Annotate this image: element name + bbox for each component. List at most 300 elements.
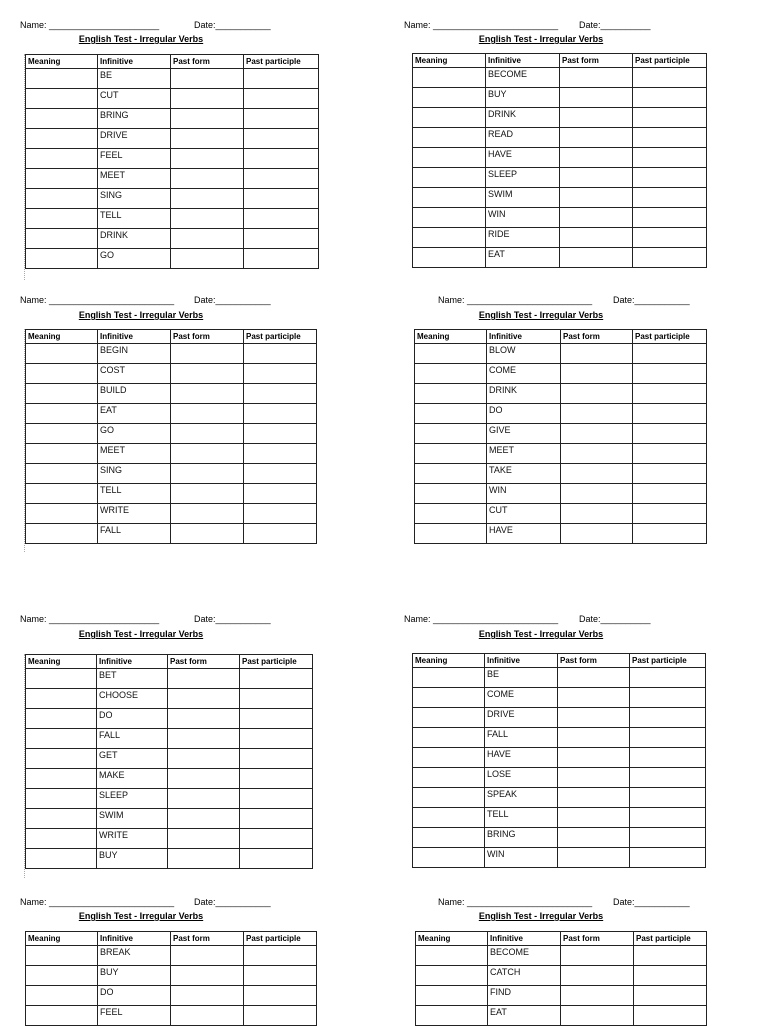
infinitive-cell: TAKE [487, 464, 561, 484]
past-participle-cell[interactable] [244, 89, 319, 109]
past-form-cell[interactable] [171, 484, 244, 504]
past-form-cell[interactable] [561, 484, 633, 504]
meaning-cell[interactable] [26, 1006, 98, 1026]
past-form-cell[interactable] [558, 668, 630, 688]
past-participle-cell[interactable] [634, 946, 707, 966]
infinitive-cell: FALL [97, 729, 168, 749]
infinitive-cell: COME [485, 688, 558, 708]
infinitive-cell: SING [98, 189, 171, 209]
past-participle-cell[interactable] [240, 669, 313, 689]
meaning-cell[interactable] [26, 404, 98, 424]
column-header: Meaning [413, 54, 486, 68]
column-header: Infinitive [487, 330, 561, 344]
past-form-cell[interactable] [168, 729, 240, 749]
past-participle-cell[interactable] [244, 149, 319, 169]
meaning-cell[interactable] [413, 748, 485, 768]
past-form-cell[interactable] [171, 504, 244, 524]
meaning-cell[interactable] [413, 188, 486, 208]
verb-table [25, 654, 313, 869]
meaning-cell[interactable] [413, 788, 485, 808]
infinitive-cell: DRIVE [98, 129, 171, 149]
meaning-cell[interactable] [415, 424, 487, 444]
past-participle-cell[interactable] [240, 809, 313, 829]
past-form-cell[interactable] [168, 809, 240, 829]
infinitive-cell: DO [487, 404, 561, 424]
meaning-cell[interactable] [413, 68, 486, 88]
meaning-cell[interactable] [415, 504, 487, 524]
past-participle-cell[interactable] [244, 209, 319, 229]
past-participle-cell[interactable] [630, 808, 706, 828]
meaning-cell[interactable] [26, 209, 98, 229]
past-participle-cell[interactable] [240, 749, 313, 769]
past-form-cell[interactable] [171, 209, 244, 229]
meaning-cell[interactable] [413, 128, 486, 148]
meaning-cell[interactable] [26, 946, 98, 966]
past-form-cell[interactable] [561, 504, 633, 524]
meaning-cell[interactable] [26, 189, 98, 209]
past-participle-cell[interactable] [633, 248, 707, 268]
table-row [26, 524, 317, 544]
infinitive-cell: GIVE [487, 424, 561, 444]
past-form-cell[interactable] [168, 849, 240, 869]
meaning-cell[interactable] [26, 669, 97, 689]
past-form-cell[interactable] [171, 344, 244, 364]
column-header: Past participle [633, 330, 707, 344]
meaning-cell[interactable] [26, 789, 97, 809]
past-participle-cell[interactable] [244, 189, 319, 209]
past-form-cell[interactable] [558, 768, 630, 788]
past-form-cell[interactable] [171, 404, 244, 424]
table-row [26, 709, 313, 729]
table-row [413, 848, 706, 868]
meaning-cell[interactable] [413, 148, 486, 168]
past-participle-cell[interactable] [630, 788, 706, 808]
past-form-cell[interactable] [560, 108, 633, 128]
meaning-cell[interactable] [26, 829, 97, 849]
past-participle-cell[interactable] [244, 129, 319, 149]
table-row [415, 464, 707, 484]
past-form-cell[interactable] [560, 128, 633, 148]
past-form-cell[interactable] [558, 828, 630, 848]
past-participle-cell[interactable] [633, 404, 707, 424]
past-participle-cell[interactable] [634, 966, 707, 986]
past-form-cell[interactable] [558, 848, 630, 868]
past-participle-cell[interactable] [240, 729, 313, 749]
meaning-cell[interactable] [26, 89, 98, 109]
past-form-cell[interactable] [171, 424, 244, 444]
meaning-cell[interactable] [26, 109, 98, 129]
infinitive-cell: BUILD [98, 384, 171, 404]
past-participle-cell[interactable] [633, 524, 707, 544]
past-participle-cell[interactable] [240, 829, 313, 849]
past-form-cell[interactable] [560, 248, 633, 268]
past-participle-cell[interactable] [633, 228, 707, 248]
past-form-cell[interactable] [561, 986, 634, 1006]
name-field-label: Name: ______________________ [20, 614, 160, 624]
meaning-cell[interactable] [415, 524, 487, 544]
meaning-cell[interactable] [26, 484, 98, 504]
table-row [26, 966, 317, 986]
table-row [413, 168, 707, 188]
past-form-cell[interactable] [171, 1006, 244, 1026]
past-participle-cell[interactable] [633, 108, 707, 128]
past-form-cell[interactable] [558, 788, 630, 808]
date-field-label: Date:__________ [579, 614, 651, 624]
date-field-label: Date:___________ [194, 614, 271, 624]
meaning-cell[interactable] [413, 108, 486, 128]
past-participle-cell[interactable] [244, 504, 317, 524]
table-row [26, 109, 319, 129]
column-header: Infinitive [97, 655, 168, 669]
past-participle-cell[interactable] [244, 364, 317, 384]
past-participle-cell[interactable] [633, 168, 707, 188]
past-form-cell[interactable] [171, 189, 244, 209]
past-participle-cell[interactable] [244, 444, 317, 464]
worksheet-title: English Test - Irregular Verbs [78, 629, 204, 639]
meaning-cell[interactable] [26, 364, 98, 384]
past-form-cell[interactable] [561, 444, 633, 464]
table-row [413, 88, 707, 108]
past-form-cell[interactable] [558, 688, 630, 708]
table-row [26, 769, 313, 789]
infinitive-cell: BUY [97, 849, 168, 869]
meaning-cell[interactable] [415, 384, 487, 404]
past-participle-cell[interactable] [633, 424, 707, 444]
past-participle-cell[interactable] [630, 708, 706, 728]
meaning-cell[interactable] [26, 384, 98, 404]
past-participle-cell[interactable] [630, 828, 706, 848]
past-form-cell[interactable] [171, 966, 244, 986]
meaning-cell[interactable] [26, 749, 97, 769]
past-participle-cell[interactable] [633, 384, 707, 404]
meaning-cell[interactable] [415, 364, 487, 384]
past-participle-cell[interactable] [244, 484, 317, 504]
past-form-cell[interactable] [171, 524, 244, 544]
meaning-cell[interactable] [415, 464, 487, 484]
past-form-cell[interactable] [561, 424, 633, 444]
past-participle-cell[interactable] [244, 344, 317, 364]
table-header-row [26, 55, 319, 69]
past-form-cell[interactable] [561, 1006, 634, 1026]
past-form-cell[interactable] [168, 689, 240, 709]
past-participle-cell[interactable] [244, 384, 317, 404]
table-row [26, 149, 319, 169]
verb-table [412, 53, 707, 268]
worksheet-header [20, 614, 350, 628]
table-row [416, 946, 707, 966]
past-participle-cell[interactable] [240, 769, 313, 789]
past-form-cell[interactable] [561, 464, 633, 484]
past-form-cell[interactable] [561, 364, 633, 384]
past-form-cell[interactable] [560, 208, 633, 228]
meaning-cell[interactable] [26, 424, 98, 444]
past-participle-cell[interactable] [633, 504, 707, 524]
meaning-cell[interactable] [26, 344, 98, 364]
meaning-cell[interactable] [26, 769, 97, 789]
meaning-cell[interactable] [416, 1006, 488, 1026]
past-form-cell[interactable] [168, 769, 240, 789]
meaning-cell[interactable] [26, 986, 98, 1006]
worksheet-2 [404, 20, 734, 34]
infinitive-cell: MEET [98, 169, 171, 189]
infinitive-cell: FIND [488, 986, 561, 1006]
column-header: Infinitive [488, 932, 561, 946]
column-header: Infinitive [485, 654, 558, 668]
meaning-cell[interactable] [415, 484, 487, 504]
worksheet-3 [20, 295, 350, 309]
past-participle-cell[interactable] [633, 148, 707, 168]
past-form-cell[interactable] [560, 88, 633, 108]
past-participle-cell[interactable] [633, 484, 707, 504]
past-form-cell[interactable] [171, 129, 244, 149]
verb-table [412, 653, 706, 868]
table-row [413, 668, 706, 688]
meaning-cell[interactable] [413, 728, 485, 748]
past-form-cell[interactable] [168, 829, 240, 849]
table-row [26, 424, 317, 444]
infinitive-cell: SWIM [486, 188, 560, 208]
table-row [26, 829, 313, 849]
meaning-cell[interactable] [26, 809, 97, 829]
table-row [416, 986, 707, 1006]
past-participle-cell[interactable] [244, 1006, 317, 1026]
table-row [26, 1006, 317, 1026]
past-participle-cell[interactable] [630, 768, 706, 788]
past-participle-cell[interactable] [630, 848, 706, 868]
infinitive-cell: DO [97, 709, 168, 729]
meaning-cell[interactable] [413, 248, 486, 268]
meaning-cell[interactable] [413, 228, 486, 248]
meaning-cell[interactable] [413, 808, 485, 828]
meaning-cell[interactable] [413, 168, 486, 188]
past-form-cell[interactable] [168, 669, 240, 689]
past-form-cell[interactable] [171, 986, 244, 1006]
past-form-cell[interactable] [171, 89, 244, 109]
meaning-cell[interactable] [413, 848, 485, 868]
past-form-cell[interactable] [558, 748, 630, 768]
infinitive-cell: BECOME [488, 946, 561, 966]
name-field-label: Name: ______________________ [20, 20, 160, 30]
past-participle-cell[interactable] [244, 464, 317, 484]
table-row [413, 188, 707, 208]
past-form-cell[interactable] [168, 709, 240, 729]
past-form-cell[interactable] [561, 524, 633, 544]
past-participle-cell[interactable] [633, 208, 707, 228]
meaning-cell[interactable] [26, 69, 98, 89]
table-row [413, 68, 707, 88]
meaning-cell[interactable] [415, 344, 487, 364]
column-header: Meaning [26, 932, 98, 946]
past-form-cell[interactable] [171, 946, 244, 966]
past-form-cell[interactable] [558, 708, 630, 728]
table-row [26, 249, 319, 269]
past-form-cell[interactable] [168, 749, 240, 769]
past-form-cell[interactable] [171, 384, 244, 404]
meaning-cell[interactable] [413, 88, 486, 108]
meaning-cell[interactable] [26, 229, 98, 249]
past-form-cell[interactable] [560, 228, 633, 248]
past-participle-cell[interactable] [244, 946, 317, 966]
meaning-cell[interactable] [26, 169, 98, 189]
past-form-cell[interactable] [171, 169, 244, 189]
past-participle-cell[interactable] [244, 69, 319, 89]
meaning-cell[interactable] [413, 688, 485, 708]
meaning-cell[interactable] [26, 729, 97, 749]
past-form-cell[interactable] [171, 69, 244, 89]
past-participle-cell[interactable] [244, 229, 319, 249]
table-row [413, 108, 707, 128]
meaning-cell[interactable] [413, 828, 485, 848]
infinitive-cell: READ [486, 128, 560, 148]
past-participle-cell[interactable] [630, 748, 706, 768]
infinitive-cell: WRITE [98, 504, 171, 524]
past-form-cell[interactable] [558, 808, 630, 828]
worksheet-header [404, 614, 734, 628]
past-form-cell[interactable] [560, 168, 633, 188]
table-row [413, 208, 707, 228]
infinitive-cell: FEEL [98, 1006, 171, 1026]
past-participle-cell[interactable] [633, 188, 707, 208]
past-participle-cell[interactable] [630, 668, 706, 688]
past-form-cell[interactable] [171, 109, 244, 129]
table-header-row [26, 330, 317, 344]
meaning-cell[interactable] [26, 129, 98, 149]
meaning-cell[interactable] [413, 708, 485, 728]
meaning-cell[interactable] [26, 249, 98, 269]
margin-guide [24, 54, 25, 280]
past-participle-cell[interactable] [244, 986, 317, 1006]
infinitive-cell: BE [485, 668, 558, 688]
past-participle-cell[interactable] [630, 688, 706, 708]
past-form-cell[interactable] [171, 229, 244, 249]
infinitive-cell: EAT [486, 248, 560, 268]
table-row [416, 1006, 707, 1026]
column-header: Past participle [630, 654, 706, 668]
meaning-cell[interactable] [415, 444, 487, 464]
meaning-cell[interactable] [26, 849, 97, 869]
past-participle-cell[interactable] [240, 789, 313, 809]
verb-table [414, 329, 707, 544]
meaning-cell[interactable] [415, 404, 487, 424]
infinitive-cell: HAVE [486, 148, 560, 168]
past-participle-cell[interactable] [630, 728, 706, 748]
past-participle-cell[interactable] [633, 68, 707, 88]
table-row [413, 708, 706, 728]
table-row [415, 484, 707, 504]
verb-table [25, 54, 319, 269]
past-participle-cell[interactable] [244, 109, 319, 129]
past-form-cell[interactable] [560, 188, 633, 208]
infinitive-cell: FALL [485, 728, 558, 748]
meaning-cell[interactable] [416, 966, 488, 986]
infinitive-cell: DO [98, 986, 171, 1006]
meaning-cell[interactable] [413, 768, 485, 788]
past-form-cell[interactable] [168, 789, 240, 809]
infinitive-cell: BUY [98, 966, 171, 986]
infinitive-cell: BLOW [487, 344, 561, 364]
table-row [26, 384, 317, 404]
past-participle-cell[interactable] [633, 444, 707, 464]
meaning-cell[interactable] [26, 689, 97, 709]
past-participle-cell[interactable] [633, 344, 707, 364]
infinitive-cell: TELL [98, 209, 171, 229]
table-row [413, 248, 707, 268]
column-header: Infinitive [486, 54, 560, 68]
table-row [26, 464, 317, 484]
meaning-cell[interactable] [26, 149, 98, 169]
past-form-cell[interactable] [171, 249, 244, 269]
table-header-row [26, 655, 313, 669]
worksheet-header [438, 295, 768, 309]
meaning-cell[interactable] [416, 986, 488, 1006]
past-participle-cell[interactable] [633, 88, 707, 108]
column-header: Past form [558, 654, 630, 668]
past-participle-cell[interactable] [240, 849, 313, 869]
infinitive-cell: CUT [487, 504, 561, 524]
meaning-cell[interactable] [416, 946, 488, 966]
past-form-cell[interactable] [171, 464, 244, 484]
meaning-cell[interactable] [26, 966, 98, 986]
past-participle-cell[interactable] [633, 464, 707, 484]
past-participle-cell[interactable] [244, 966, 317, 986]
past-form-cell[interactable] [171, 149, 244, 169]
table-header-row [26, 932, 317, 946]
worksheet-header [404, 20, 734, 34]
past-participle-cell[interactable] [633, 364, 707, 384]
past-participle-cell[interactable] [244, 524, 317, 544]
past-participle-cell[interactable] [633, 128, 707, 148]
past-form-cell[interactable] [560, 68, 633, 88]
past-form-cell[interactable] [561, 966, 634, 986]
past-form-cell[interactable] [558, 728, 630, 748]
past-form-cell[interactable] [561, 404, 633, 424]
past-participle-cell[interactable] [244, 424, 317, 444]
past-participle-cell[interactable] [240, 709, 313, 729]
column-header: Past form [168, 655, 240, 669]
past-participle-cell[interactable] [244, 249, 319, 269]
column-header: Past participle [244, 330, 317, 344]
past-participle-cell[interactable] [240, 689, 313, 709]
meaning-cell[interactable] [26, 709, 97, 729]
past-form-cell[interactable] [171, 444, 244, 464]
past-form-cell[interactable] [561, 344, 633, 364]
verb-table [25, 931, 317, 1026]
past-participle-cell[interactable] [634, 986, 707, 1006]
margin-guide [24, 329, 25, 552]
infinitive-cell: MEET [98, 444, 171, 464]
past-form-cell[interactable] [561, 384, 633, 404]
infinitive-cell: CUT [98, 89, 171, 109]
past-participle-cell[interactable] [244, 169, 319, 189]
meaning-cell[interactable] [26, 504, 98, 524]
meaning-cell[interactable] [26, 464, 98, 484]
table-header-row [413, 54, 707, 68]
meaning-cell[interactable] [413, 208, 486, 228]
past-form-cell[interactable] [171, 364, 244, 384]
meaning-cell[interactable] [413, 668, 485, 688]
past-form-cell[interactable] [561, 946, 634, 966]
table-row [413, 228, 707, 248]
table-row [26, 404, 317, 424]
meaning-cell[interactable] [26, 444, 98, 464]
infinitive-cell: MEET [487, 444, 561, 464]
table-row [26, 129, 319, 149]
past-participle-cell[interactable] [634, 1006, 707, 1026]
past-form-cell[interactable] [560, 148, 633, 168]
infinitive-cell: MAKE [97, 769, 168, 789]
meaning-cell[interactable] [26, 524, 98, 544]
past-participle-cell[interactable] [244, 404, 317, 424]
